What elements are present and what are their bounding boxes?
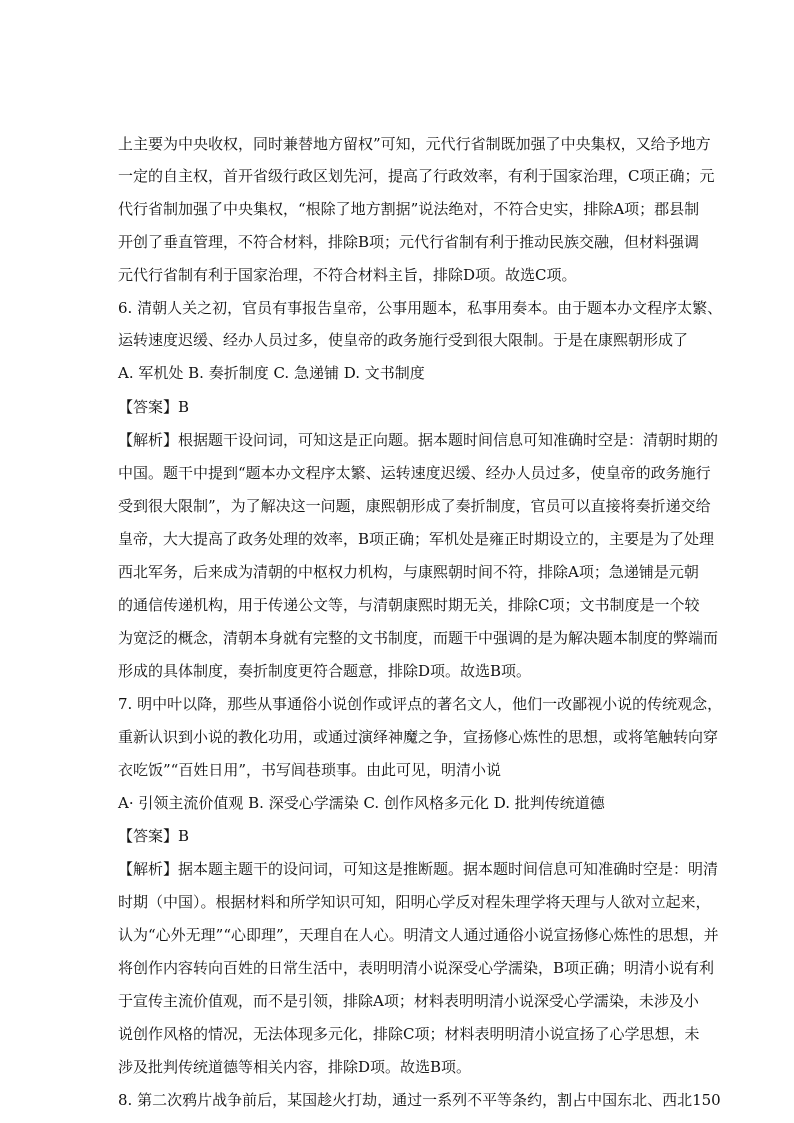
paragraph-line: 元代行省制有利于国家治理，不符合材料主旨，排除D项。故选C项。 [118, 266, 577, 284]
question-6-analysis: 【解析】根据题干设问词，可知这是正向题。据本题时间信息可知准确时空是：清朝时期的 [118, 431, 719, 449]
question-6-stem: 6. 清朝人关之初，官员有事报告皇帝，公事用题本，私事用奏本。由于题本办文程序太繁、 [118, 299, 723, 317]
question-7-answer: 【答案】B [118, 827, 190, 845]
question-7-stem: 重新认识到小说的教化功用，或通过演绎神魔之争，宣扬修心炼性的思想，或将笔触转向穿 [118, 728, 719, 746]
question-7-analysis: 时期（中国）。根据材料和所学知识可知，阳明心学反对程朱理学将天理与人欲对立起来， [118, 893, 711, 911]
question-7-analysis: 【解析】据本题主题干的设问词，可知这是推断题。据本题时间信息可知准确时空是：明清 [118, 860, 719, 878]
question-7-stem: 7. 明中叶以降，那些从事通俗小说创作或评点的著名文人，他们一改鄙视小说的传统观念， [118, 695, 723, 713]
question-7-analysis: 说创作风格的情况，无法体现多元化，排除C项；材料表明明清小说宣扬了心学思想，未 [118, 1025, 700, 1043]
question-6-answer: 【答案】B [118, 398, 190, 416]
question-7-analysis: 于宣传主流价值观，而不是引领，排除A项；材料表明明清小说深受心学濡染，未涉及小 [118, 992, 699, 1010]
question-8-stem: 8. 第二次鸦片战争前后，某国趁火打劫，通过一系列不平等条约，割占中国东北、西北150 [118, 1091, 721, 1109]
question-6-stem: 运转速度迟缓、经办人员过多，使皇帝的政务施行受到很大限制。于是在康熙朝形成了 [118, 331, 689, 349]
question-6-analysis: 皇帝，大大提高了政务处理的效率，B项正确；军机处是雍正时期设立的，主要是为了处理 [118, 530, 715, 548]
question-7-analysis: 涉及批判传统道德等相关内容，排除D项。故选B项。 [118, 1058, 472, 1076]
paragraph-line: 开创了垂直管理，不符合材料，排除B项；元代行省制有利于推动民族交融，但材料强调 [118, 233, 700, 251]
question-7-analysis: 认为“心外无理”“心即理”，天理自在人心。明清文人通过通俗小说宣扬修心炼性的思想，并 [118, 926, 719, 944]
paragraph-line: 代行省制加强了中央集权，“根除了地方割据”说法绝对，不符合史实，排除A项；郡县制 [118, 200, 700, 218]
paragraph-line: 上主要为中央收权，同时兼替地方留权”可知，元代行省制既加强了中央集权，又给予地方 [118, 135, 711, 153]
question-6-analysis: 为宽泛的概念，清朝本身就有完整的文书制度，而题干中强调的是为解决题本制度的弊端而 [118, 629, 719, 647]
question-6-analysis: 中国。题干中提到“题本办文程序太繁、运转速度迟缓、经办人员过多，使皇帝的政务施行 [118, 464, 711, 482]
question-6-analysis: 形成的具体制度，奏折制度更符合题意，排除D项。故选B项。 [118, 662, 532, 680]
question-7-analysis: 将创作内容转向百姓的日常生活中，表明明清小说深受心学濡染，B项正确；明清小说有利 [118, 959, 715, 977]
paragraph-line: 一定的自主权，首开省级行政区划先河，提高了行政效率，有利于国家治理，C项正确；元 [118, 167, 715, 185]
question-7-stem: 衣吃饭”“百姓日用”，书写闾巷琐事。由此可见，明清小说 [118, 761, 502, 779]
question-6-analysis: 受到很大限制”，为了解决这一问题，康熙朝形成了奏折制度，官员可以直接将奏折递交给 [118, 497, 711, 515]
question-6-analysis: 西北军务，后来成为清朝的中枢权力机构，与康熙朝时间不符，排除A项；急递铺是元朝 [118, 563, 699, 581]
question-6-options: A. 军机处 B. 奏折制度 C. 急递铺 D. 文书制度 [118, 364, 425, 382]
question-6-analysis: 的通信传递机构，用于传递公文等，与清朝康熙时期无关，排除C项；文书制度是一个较 [118, 596, 700, 614]
question-7-options: A· 引领主流价值观 B. 深受心学濡染 C. 创作风格多元化 D. 批判传统道德 [118, 794, 605, 812]
